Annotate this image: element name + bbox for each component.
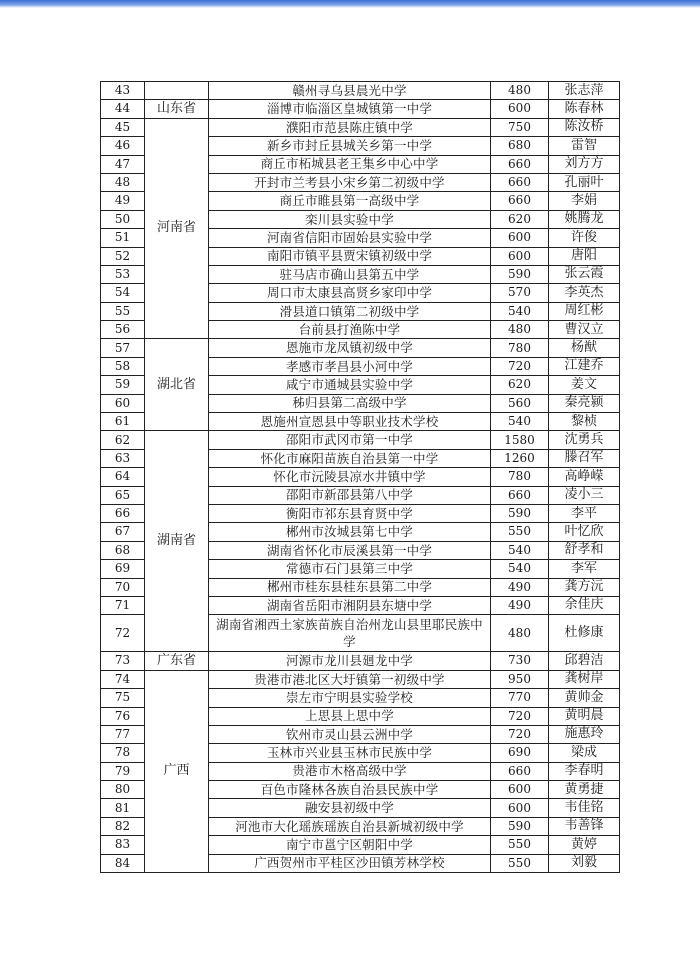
table-row	[101, 118, 620, 136]
contact-name: 舒孝和	[549, 541, 620, 559]
contact-name: 梁成	[549, 744, 620, 762]
student-count: 540	[491, 541, 549, 559]
student-count: 660	[491, 762, 549, 780]
school-name: 河池市大化瑶族瑶族自治县新城初级中学	[209, 817, 491, 835]
row-number: 84	[101, 854, 145, 872]
school-name: 新乡市封丘县城关乡第一中学	[209, 137, 491, 155]
row-number: 79	[101, 762, 145, 780]
student-count: 550	[491, 836, 549, 854]
contact-name: 余佳庆	[549, 596, 620, 614]
school-name: 邵阳市武冈市第一中学	[209, 431, 491, 449]
contact-name: 周红彬	[549, 302, 620, 320]
school-name: 郴州市汝城县第七中学	[209, 523, 491, 541]
school-name: 怀化市沅陵县凉水井镇中学	[209, 468, 491, 486]
table-row	[101, 652, 620, 670]
student-count: 1260	[491, 449, 549, 467]
school-name: 河南省信阳市固始县实验中学	[209, 229, 491, 247]
student-count: 690	[491, 744, 549, 762]
row-number: 69	[101, 560, 145, 578]
row-number: 56	[101, 321, 145, 339]
school-name: 商丘市睢县第一高级中学	[209, 192, 491, 210]
contact-name: 李平	[549, 504, 620, 522]
student-count: 480	[491, 321, 549, 339]
school-name: 湖南省岳阳市湘阴县东塘中学	[209, 596, 491, 614]
table-row	[101, 670, 620, 688]
row-number: 67	[101, 523, 145, 541]
contact-name: 黄帅金	[549, 689, 620, 707]
student-count: 540	[491, 413, 549, 431]
contact-name: 刘方方	[549, 155, 620, 173]
school-name: 滑县道口镇第二初级中学	[209, 302, 491, 320]
school-name: 秭归县第二高级中学	[209, 394, 491, 412]
row-number: 82	[101, 817, 145, 835]
contact-name: 邱碧洁	[549, 652, 620, 670]
contact-name: 施惠玲	[549, 725, 620, 743]
student-count: 480	[491, 615, 549, 652]
school-name: 广西贺州市平桂区沙田镇芳林学校	[209, 854, 491, 872]
row-number: 60	[101, 394, 145, 412]
province-guangdong: 广东省	[145, 652, 209, 670]
school-name: 贵港市木格高级中学	[209, 762, 491, 780]
row-number: 83	[101, 836, 145, 854]
row-number: 49	[101, 192, 145, 210]
student-count: 540	[491, 560, 549, 578]
school-name: 周口市太康县高贤乡家印中学	[209, 284, 491, 302]
school-name: 南阳市镇平县贾宋镇初级中学	[209, 247, 491, 265]
contact-name: 姚腾龙	[549, 210, 620, 228]
school-name: 孝感市孝昌县小河中学	[209, 357, 491, 375]
row-number: 48	[101, 173, 145, 191]
row-number: 80	[101, 781, 145, 799]
contact-name: 韦佳铭	[549, 799, 620, 817]
student-count: 950	[491, 670, 549, 688]
row-number: 77	[101, 725, 145, 743]
contact-name: 刘毅	[549, 854, 620, 872]
row-number: 75	[101, 689, 145, 707]
school-name: 衡阳市祁东县育贤中学	[209, 504, 491, 522]
row-number: 46	[101, 137, 145, 155]
school-name: 恩施州宣恩县中等职业技术学校	[209, 413, 491, 431]
table-row	[101, 339, 620, 357]
school-name: 融安县初级中学	[209, 799, 491, 817]
student-count: 600	[491, 100, 549, 118]
student-count: 720	[491, 725, 549, 743]
row-number: 53	[101, 265, 145, 283]
contact-name: 李英杰	[549, 284, 620, 302]
school-name: 常德市石门县第三中学	[209, 560, 491, 578]
top-scan-band	[0, 0, 700, 8]
row-number: 71	[101, 596, 145, 614]
province-shandong: 山东省	[145, 100, 209, 118]
contact-name: 李军	[549, 560, 620, 578]
contact-name: 张志萍	[549, 82, 620, 100]
school-name: 濮阳市范县陈庄镇中学	[209, 118, 491, 136]
student-count: 600	[491, 229, 549, 247]
province-cell-empty	[145, 82, 209, 100]
row-number: 51	[101, 229, 145, 247]
row-number: 81	[101, 799, 145, 817]
school-name: 台前县打渔陈中学	[209, 321, 491, 339]
contact-name: 杨猷	[549, 339, 620, 357]
contact-name: 黎桢	[549, 413, 620, 431]
school-name: 百色市隆林各族自治县民族中学	[209, 781, 491, 799]
student-count: 590	[491, 817, 549, 835]
row-number: 54	[101, 284, 145, 302]
row-number: 78	[101, 744, 145, 762]
row-number: 62	[101, 431, 145, 449]
student-count: 1580	[491, 431, 549, 449]
school-name: 南宁市邕宁区朝阳中学	[209, 836, 491, 854]
school-roster-table	[100, 81, 620, 873]
table-row	[101, 431, 620, 449]
row-number: 66	[101, 504, 145, 522]
contact-name: 凌小三	[549, 486, 620, 504]
student-count: 590	[491, 504, 549, 522]
student-count: 660	[491, 192, 549, 210]
school-name: 咸宁市通城县实验中学	[209, 376, 491, 394]
contact-name: 李娟	[549, 192, 620, 210]
student-count: 770	[491, 689, 549, 707]
contact-name: 姜文	[549, 376, 620, 394]
student-count: 720	[491, 707, 549, 725]
table-row	[101, 100, 620, 118]
school-name: 郴州市桂东县桂东县第二中学	[209, 578, 491, 596]
school-name: 玉林市兴业县玉林市民族中学	[209, 744, 491, 762]
school-name: 钦州市灵山县云洲中学	[209, 725, 491, 743]
student-count: 550	[491, 854, 549, 872]
student-count: 600	[491, 799, 549, 817]
row-number: 58	[101, 357, 145, 375]
contact-name: 杜修康	[549, 615, 620, 652]
school-name: 栾川县实验中学	[209, 210, 491, 228]
student-count: 570	[491, 284, 549, 302]
school-name: 驻马店市确山县第五中学	[209, 265, 491, 283]
student-count: 490	[491, 578, 549, 596]
contact-name: 滕召军	[549, 449, 620, 467]
school-name: 淄博市临淄区皇城镇第一中学	[209, 100, 491, 118]
row-number: 45	[101, 118, 145, 136]
student-count: 660	[491, 173, 549, 191]
contact-name: 雷智	[549, 137, 620, 155]
contact-name: 李春明	[549, 762, 620, 780]
row-number: 73	[101, 652, 145, 670]
contact-name: 黄婷	[549, 836, 620, 854]
student-count: 540	[491, 302, 549, 320]
school-name: 邵阳市新邵县第八中学	[209, 486, 491, 504]
school-name: 湖南省怀化市辰溪县第一中学	[209, 541, 491, 559]
province-hubei: 湖北省	[145, 339, 209, 431]
contact-name: 孔丽叶	[549, 173, 620, 191]
student-count: 680	[491, 137, 549, 155]
school-name: 崇左市宁明县实验学校	[209, 689, 491, 707]
student-count: 750	[491, 118, 549, 136]
contact-name: 秦亮颍	[549, 394, 620, 412]
row-number: 59	[101, 376, 145, 394]
student-count: 600	[491, 781, 549, 799]
student-count: 730	[491, 652, 549, 670]
row-number: 44	[101, 100, 145, 118]
school-name: 怀化市麻阳苗族自治县第一中学	[209, 449, 491, 467]
contact-name: 陈春林	[549, 100, 620, 118]
row-number: 47	[101, 155, 145, 173]
province-hunan: 湖南省	[145, 431, 209, 652]
row-number: 52	[101, 247, 145, 265]
contact-name: 黄明晨	[549, 707, 620, 725]
school-name: 河源市龙川县廻龙中学	[209, 652, 491, 670]
student-count: 620	[491, 376, 549, 394]
contact-name: 张云霞	[549, 265, 620, 283]
contact-name: 黄勇捷	[549, 781, 620, 799]
contact-name: 叶忆欣	[549, 523, 620, 541]
contact-name: 曹汉立	[549, 321, 620, 339]
contact-name: 沈勇兵	[549, 431, 620, 449]
student-count: 720	[491, 357, 549, 375]
school-name: 湖南省湘西土家族苗族自治州龙山县里耶民族中学	[209, 615, 491, 652]
row-number: 72	[101, 615, 145, 652]
student-count: 550	[491, 523, 549, 541]
school-name: 贵港市港北区大圩镇第一初级中学	[209, 670, 491, 688]
contact-name: 龚方沅	[549, 578, 620, 596]
row-number: 63	[101, 449, 145, 467]
contact-name: 许俊	[549, 229, 620, 247]
student-count: 490	[491, 596, 549, 614]
table-row	[101, 82, 620, 100]
contact-name: 高峥嵘	[549, 468, 620, 486]
province-guangxi: 广西	[145, 670, 209, 872]
row-number: 61	[101, 413, 145, 431]
school-name: 开封市兰考县小宋乡第二初级中学	[209, 173, 491, 191]
student-count: 620	[491, 210, 549, 228]
student-count: 560	[491, 394, 549, 412]
row-number: 76	[101, 707, 145, 725]
row-number: 70	[101, 578, 145, 596]
contact-name: 韦善锋	[549, 817, 620, 835]
student-count: 780	[491, 468, 549, 486]
student-count: 600	[491, 247, 549, 265]
row-number: 64	[101, 468, 145, 486]
student-count: 480	[491, 82, 549, 100]
row-number: 43	[101, 82, 145, 100]
contact-name: 唐阳	[549, 247, 620, 265]
student-count: 660	[491, 486, 549, 504]
school-name: 商丘市柘城县老王集乡中心中学	[209, 155, 491, 173]
row-number: 50	[101, 210, 145, 228]
row-number: 55	[101, 302, 145, 320]
row-number: 57	[101, 339, 145, 357]
student-count: 780	[491, 339, 549, 357]
row-number: 68	[101, 541, 145, 559]
row-number: 74	[101, 670, 145, 688]
school-name: 上思县上思中学	[209, 707, 491, 725]
row-number: 65	[101, 486, 145, 504]
contact-name: 龚树岸	[549, 670, 620, 688]
school-name: 赣州寻乌县晨光中学	[209, 82, 491, 100]
student-count: 660	[491, 155, 549, 173]
contact-name: 陈汝桥	[549, 118, 620, 136]
province-henan: 河南省	[145, 118, 209, 339]
school-name: 恩施市龙凤镇初级中学	[209, 339, 491, 357]
student-count: 590	[491, 265, 549, 283]
contact-name: 江建乔	[549, 357, 620, 375]
